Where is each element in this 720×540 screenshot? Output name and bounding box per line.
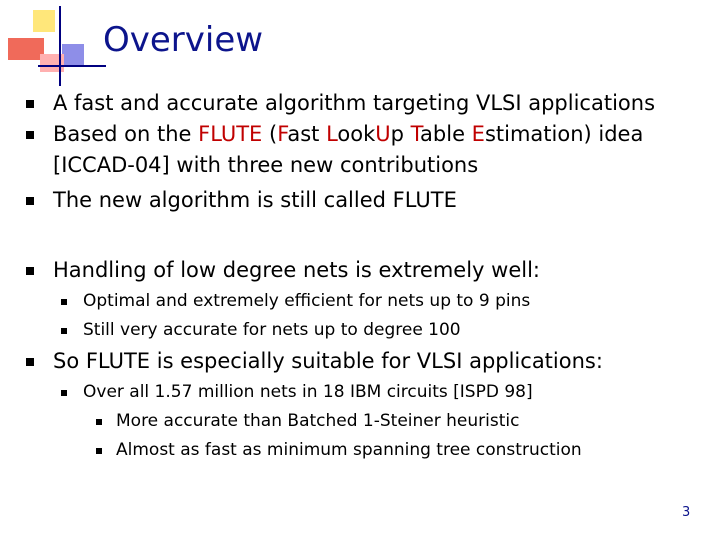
square-bullet-icon: [96, 419, 102, 425]
sub-bullet-item: [83, 379, 533, 405]
sub-bullet-item: [83, 288, 530, 314]
sub-bullet-text: Optimal and extremely efficient for nets up to 9 pins: [83, 291, 531, 311]
bullet-text-part: p: [390, 122, 411, 146]
bullet-text-part: (: [262, 122, 278, 146]
highlight-text: FLUTE: [198, 122, 263, 146]
sub-sub-bullet-text: More accurate than Batched 1-Steiner heuristic: [116, 411, 520, 431]
bullet-item: [53, 346, 603, 377]
bullet-text-part: ast: [287, 122, 327, 146]
bullet-item: [53, 255, 540, 286]
bullet-item: [53, 119, 643, 150]
bullet-text: So FLUTE is especially suitable for VLSI applications:: [53, 349, 603, 373]
square-bullet-icon: [26, 358, 34, 366]
bullet-item: [53, 185, 457, 216]
square-bullet-icon: [61, 390, 67, 396]
square-bullet-icon: [61, 328, 67, 334]
square-bullet-icon: [96, 448, 102, 454]
bullet-text: The new algorithm is still called FLUTE: [53, 188, 457, 212]
highlight-text: L: [326, 122, 338, 146]
bullet-text-part: able: [420, 122, 472, 146]
square-bullet-icon: [26, 100, 34, 108]
sub-sub-bullet-text: Almost as fast as minimum spanning tree construction: [116, 440, 582, 460]
highlight-text: E: [471, 122, 485, 146]
sub-sub-bullet-item: [116, 408, 519, 434]
square-bullet-icon: [26, 197, 34, 205]
square-bullet-icon: [26, 267, 34, 275]
bullet-item: [53, 88, 655, 119]
highlight-text: U: [375, 122, 391, 146]
square-bullet-icon: [26, 131, 34, 139]
slide-title: Overview: [103, 20, 264, 60]
highlight-text: F: [277, 122, 288, 146]
bullet-text: A fast and accurate algorithm targeting VLSI applications: [53, 91, 656, 115]
sub-sub-bullet-item: [116, 437, 582, 463]
bullet-text-part: ook: [337, 122, 376, 146]
bullet-text: Handling of low degree nets is extremely well:: [53, 258, 540, 282]
square-bullet-icon: [61, 299, 67, 305]
sub-bullet-item: [83, 317, 461, 343]
page-number: 3: [682, 505, 691, 520]
bullet-text-part: stimation) idea: [484, 122, 644, 146]
highlight-text: T: [410, 122, 421, 146]
sub-bullet-text: Over all 1.57 million nets in 18 IBM circuits [ISPD 98]: [83, 382, 533, 402]
bullet-text-part: Based on the: [53, 122, 199, 146]
bullet-continuation: [ICCAD-04] with three new contributions: [53, 153, 479, 177]
sub-bullet-text: Still very accurate for nets up to degree 100: [83, 320, 461, 340]
